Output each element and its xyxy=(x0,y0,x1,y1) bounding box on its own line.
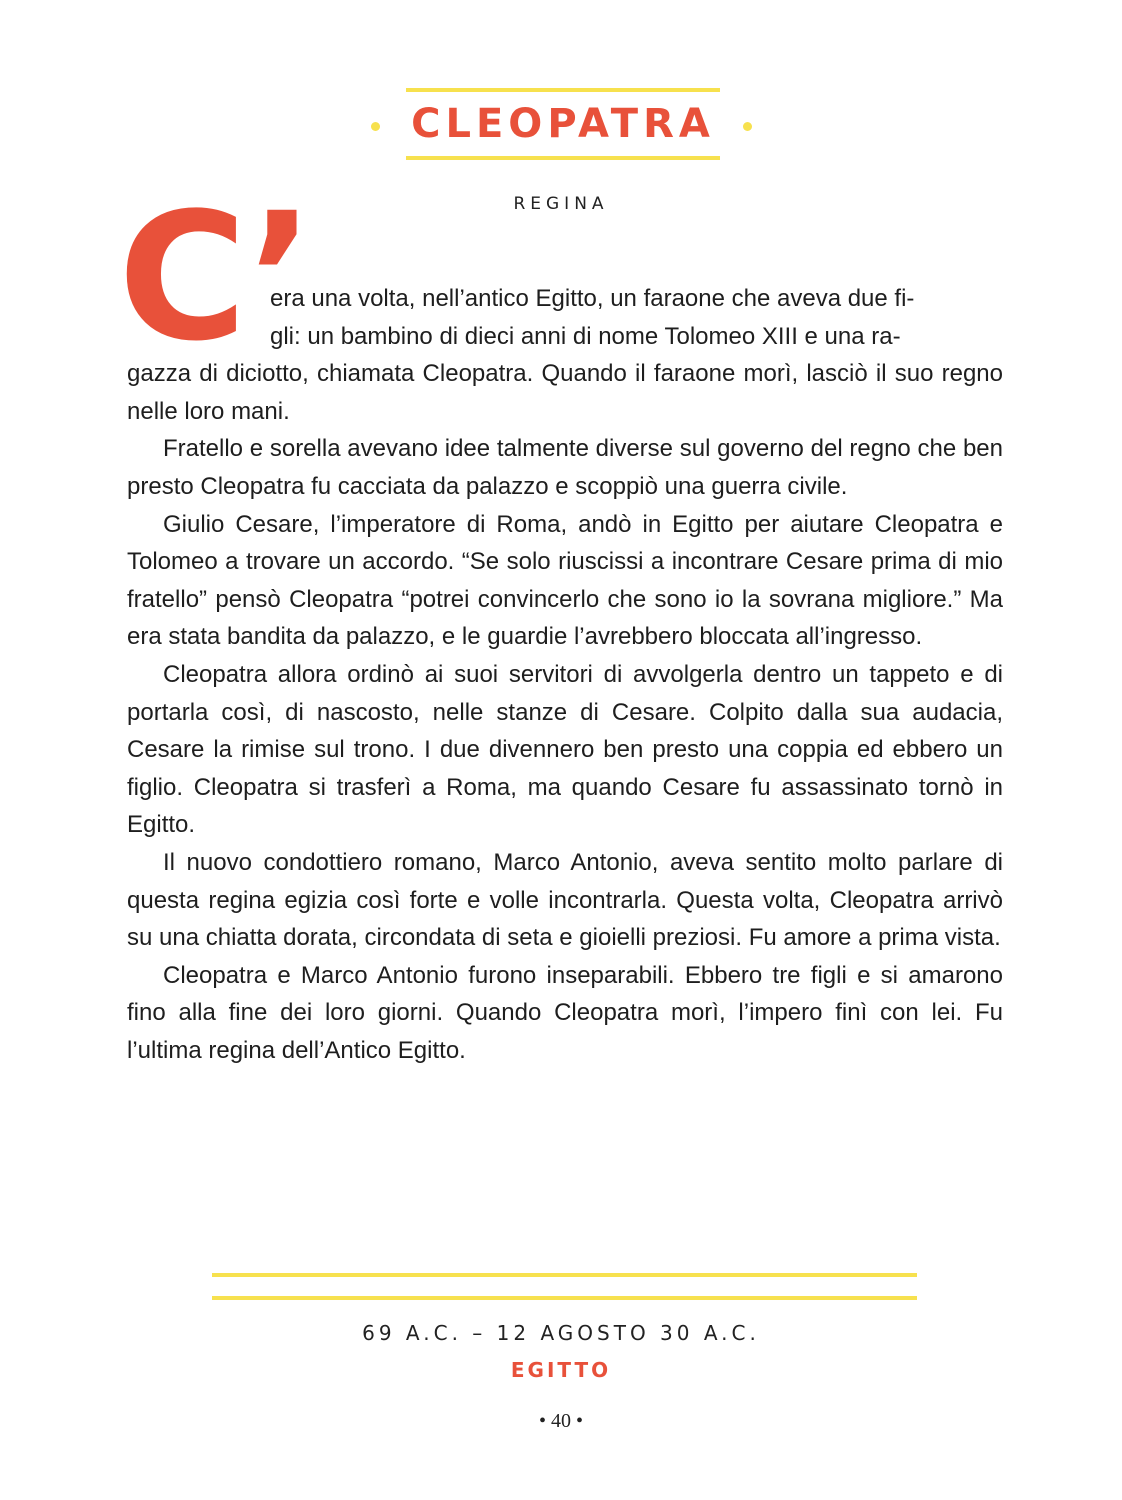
footer-rule-bottom xyxy=(212,1296,917,1300)
title-left-dot xyxy=(371,122,380,131)
paragraph-4: Cleopatra allora ordinò ai suoi servitori di avvolgerla dentro un tappeto e di portarla così, di nascosto, nelle stanze di Cesare. Colpito dalla sua audacia, Cesare la rimise sul trono. I due divennero ben presto una coppia ed ebbero un figlio. Cleopatra si trasferì a Roma, ma quando Cesare fu assassinato tornò in Egitto. xyxy=(127,660,1003,839)
title-top-rule xyxy=(406,88,720,92)
paragraph-2: Fratello e sorella avevano idee talmente diverse sul governo del regno che ben presto Cleopatra fu cacciata da palazzo e scoppiò una guerra civile. xyxy=(127,435,1003,500)
paragraph-1-line-2: gli: un bambino di dieci anni di nome Tolomeo XIII e una ra- xyxy=(270,322,901,350)
footer-rule-top xyxy=(212,1273,917,1277)
birthplace: EGITTO xyxy=(510,1358,612,1382)
life-dates: 69 A.C. – 12 AGOSTO 30 A.C. xyxy=(362,1321,760,1345)
page-title: CLEOPATRA xyxy=(411,101,715,147)
title-block xyxy=(0,88,1122,166)
paragraph-3: Giulio Cesare, l’imperatore di Roma, andò in Egitto per aiutare Cleopatra e Tolomeo a trovare un accordo. “Se solo riuscissi a incontrare Cesare prima di mio fratello” pensò Cleopatra “potrei convincerlo che sono io la sovrana migliore.” Ma era stata bandita da palazzo, e le guardie l’avrebbero bloccata all’ingresso. xyxy=(127,510,1003,651)
title-bottom-rule xyxy=(406,156,720,160)
title-right-dot xyxy=(743,122,752,131)
paragraph-1 xyxy=(127,280,1003,430)
page-subtitle: REGINA xyxy=(513,194,609,214)
paragraph-6: Cleopatra e Marco Antonio furono inseparabili. Ebbero tre figli e si amarono fino alla fine dei loro giorni. Quando Cleopatra morì, l’impero finì con lei. Fu l’ultima regina dell’Antico Egitto. xyxy=(127,961,1003,1064)
paragraph-5: Il nuovo condottiero romano, Marco Antonio, aveva sentito molto parlare di questa regina egizia così forte e volle incontrarla. Questa volta, Cleopatra arrivò su una chiatta dorata, circondata di seta e gioielli preziosi. Fu amore a prima vista. xyxy=(127,848,1003,952)
story-body xyxy=(127,280,1003,1069)
drop-cap: C’ xyxy=(118,175,309,380)
paragraph-1-line-1: era una volta, nell’antico Egitto, un faraone che aveva due fi- xyxy=(270,285,915,312)
paragraph-1-rest: gazza di diciotto, chiamata Cleopatra. Quando il faraone morì, lasciò il suo regno nelle loro mani. xyxy=(127,360,1003,425)
page-number: • 40 • xyxy=(538,1410,583,1432)
